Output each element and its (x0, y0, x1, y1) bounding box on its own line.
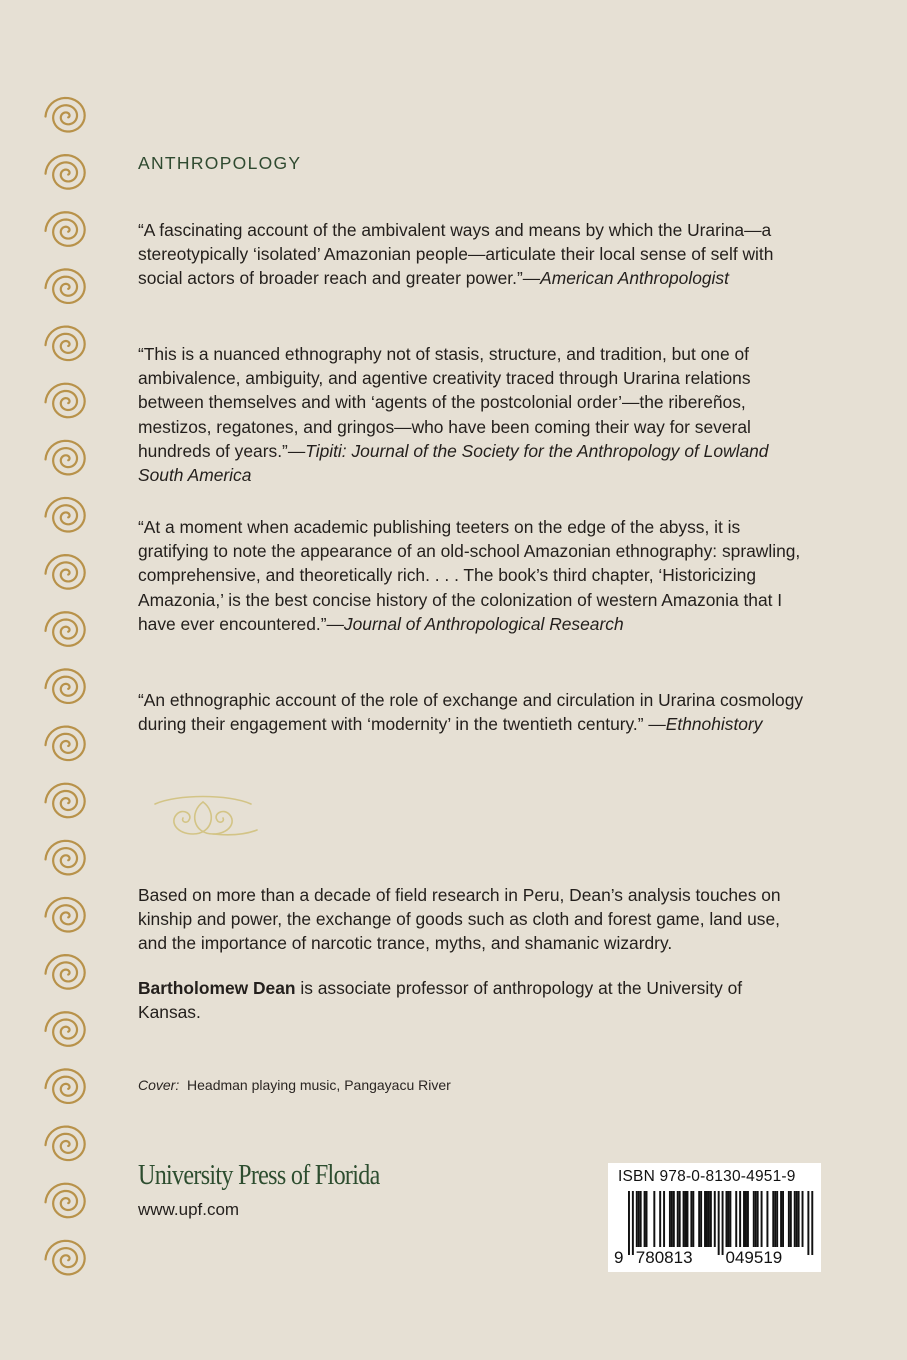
barcode-bar (798, 1191, 800, 1247)
quote-text: “A fascinating account of the ambivalent ways and means by which the Urarina—a stereotypically ‘isolated’ Amazonian people—articulate their local sense of self with social actors of broader reach and greater power.”— (138, 220, 774, 289)
barcode-bar (772, 1191, 774, 1247)
book-summary: Based on more than a decade of field research in Peru, Dean’s analysis touches on kinship and power, the exchange of goods such as cloth and forest game, land use, and the importance of narcotic trance, myths, and shamanic wizardry. (138, 885, 781, 954)
spiral-icon (46, 498, 85, 532)
barcode-bar (726, 1191, 728, 1247)
barcode-bar (729, 1191, 731, 1247)
barcode-bar (683, 1191, 685, 1247)
publisher-name: University Press of Florida (138, 1160, 380, 1191)
barcode-bar (663, 1191, 665, 1247)
review-quote-3 (138, 515, 806, 636)
barcode-bar (687, 1191, 689, 1247)
barcode-bar (646, 1191, 648, 1247)
author-name: Bartholomew Dean (138, 978, 296, 998)
barcode-bar (790, 1191, 792, 1247)
cover-credit-label: Cover: (138, 1077, 180, 1093)
quote-source: American Anthropologist (540, 268, 729, 289)
barcode-bar (704, 1191, 706, 1247)
spiral-icon (46, 555, 85, 589)
barcode-bar (673, 1191, 675, 1247)
cover-credit-text: Headman playing music, Pangayacu River (187, 1077, 451, 1093)
barcode-bar (776, 1191, 778, 1247)
review-quote-4 (138, 688, 806, 736)
barcode-bar (708, 1191, 710, 1247)
barcode-bar (718, 1191, 720, 1255)
publisher-website: www.upf.com (138, 1200, 240, 1219)
barcode-bar (727, 1191, 729, 1247)
barcode-bar (692, 1191, 694, 1247)
spiral-icon (46, 784, 85, 818)
barcode-bar (745, 1191, 747, 1247)
review-quote-1 (138, 218, 806, 291)
isbn-label: ISBN 978-0-8130-4951-9 (618, 1168, 796, 1185)
quote-text: “An ethnographic account of the role of exchange and circulation in Urarina cosmology during their engagement with ‘modernity’ in the twentieth century.” — (138, 690, 804, 735)
spiral-icon (46, 98, 85, 132)
barcode-bar (669, 1191, 671, 1247)
barcode-digits: 9 (614, 1248, 624, 1267)
quote-source: Tipiti: Journal of the Society for the Anthropology of Lowland South America (138, 440, 769, 486)
spiral-icon (46, 1069, 85, 1103)
barcode-bar (774, 1191, 776, 1247)
spiral-icon (46, 841, 85, 875)
barcode-digits: 049519 (725, 1248, 783, 1267)
spiral-icon (46, 269, 85, 303)
barcode-bar (782, 1191, 784, 1247)
author-bio (138, 976, 806, 1024)
spiral-icon (46, 441, 85, 475)
spiral-icon (46, 384, 85, 418)
category-label: ANTHROPOLOGY (138, 153, 302, 173)
spiral-icon (46, 327, 85, 361)
barcode-bar (753, 1191, 755, 1247)
barcode-bar (636, 1191, 638, 1247)
barcode-bar (638, 1191, 640, 1247)
spiral-icon (46, 1012, 85, 1046)
barcode-bar (690, 1191, 692, 1247)
spiral-icon (46, 1184, 85, 1218)
cover-credit (138, 1077, 451, 1093)
spiral-icon (46, 898, 85, 932)
spiral-icon (46, 955, 85, 989)
barcode-bar (780, 1191, 782, 1247)
isbn-barcode (608, 1163, 821, 1272)
barcode-bar (706, 1191, 708, 1247)
barcode-bar (807, 1191, 809, 1255)
barcode-bar (659, 1191, 661, 1247)
knot-ornament-icon (147, 790, 259, 842)
barcode-bar (794, 1191, 796, 1247)
spiral-icon (46, 1127, 85, 1161)
review-quote-2 (138, 342, 806, 487)
quote-text: “This is a nuanced ethnography not of stasis, structure, and tradition, but one of ambivalence, ambiguity, and agentive creativity traced through Urarina relations between themselves and with ‘agents of the postcolonial order’—the ribereños, mestizos, regatones, and gringos—who have been coming their way for several hundreds of years.”— (138, 344, 751, 461)
barcode-bar (766, 1191, 768, 1247)
barcode-bar (747, 1191, 749, 1247)
spiral-icon (46, 212, 85, 246)
quote-source: Journal of Anthropological Research (343, 613, 624, 634)
barcode-bar (755, 1191, 757, 1247)
barcode-bar (677, 1191, 679, 1247)
barcode-bar (685, 1191, 687, 1247)
barcode-bar (796, 1191, 798, 1247)
spiral-icon (46, 669, 85, 703)
barcode-bar (653, 1191, 655, 1247)
barcode-digits: 780813 (635, 1248, 693, 1267)
barcode-bar (640, 1191, 642, 1247)
spiral-icon (46, 727, 85, 761)
barcode-bar (714, 1191, 716, 1247)
barcode-bar (700, 1191, 702, 1247)
barcode-bar (698, 1191, 700, 1247)
barcode-bar (644, 1191, 646, 1247)
quote-source: Ethnohistory (665, 714, 763, 735)
barcode-bar (735, 1191, 737, 1247)
barcode-bar (811, 1191, 813, 1255)
barcode-bar (710, 1191, 712, 1247)
barcode-bar (679, 1191, 681, 1247)
barcode-bar (802, 1191, 804, 1247)
barcode-bar (757, 1191, 759, 1247)
barcode-bar (788, 1191, 790, 1247)
spiral-border-decoration (38, 88, 96, 1288)
spiral-icon (46, 155, 85, 189)
quote-text: “At a moment when academic publishing teeters on the edge of the abyss, it is gratifying to note the appearance of an old-school Amazonian ethnography: sprawling, comprehensive, and theoretically rich. . . . The book’s third chapter, ‘Historicizing Amazonia,’ is the best concise history of the colonization of western Amazonia that I have ever encountered.”— (138, 517, 801, 634)
author-bio-text: is associate professor of anthropology at the University of Kansas. (138, 978, 743, 1023)
barcode-bar (628, 1191, 630, 1255)
barcode-bar (722, 1191, 724, 1255)
spiral-icon (46, 612, 85, 646)
barcode-bar (671, 1191, 673, 1247)
spiral-icon (46, 1241, 85, 1275)
barcode-bar (743, 1191, 745, 1247)
barcode-bar (761, 1191, 763, 1247)
barcode-bar (632, 1191, 634, 1255)
barcode-bar (739, 1191, 741, 1247)
